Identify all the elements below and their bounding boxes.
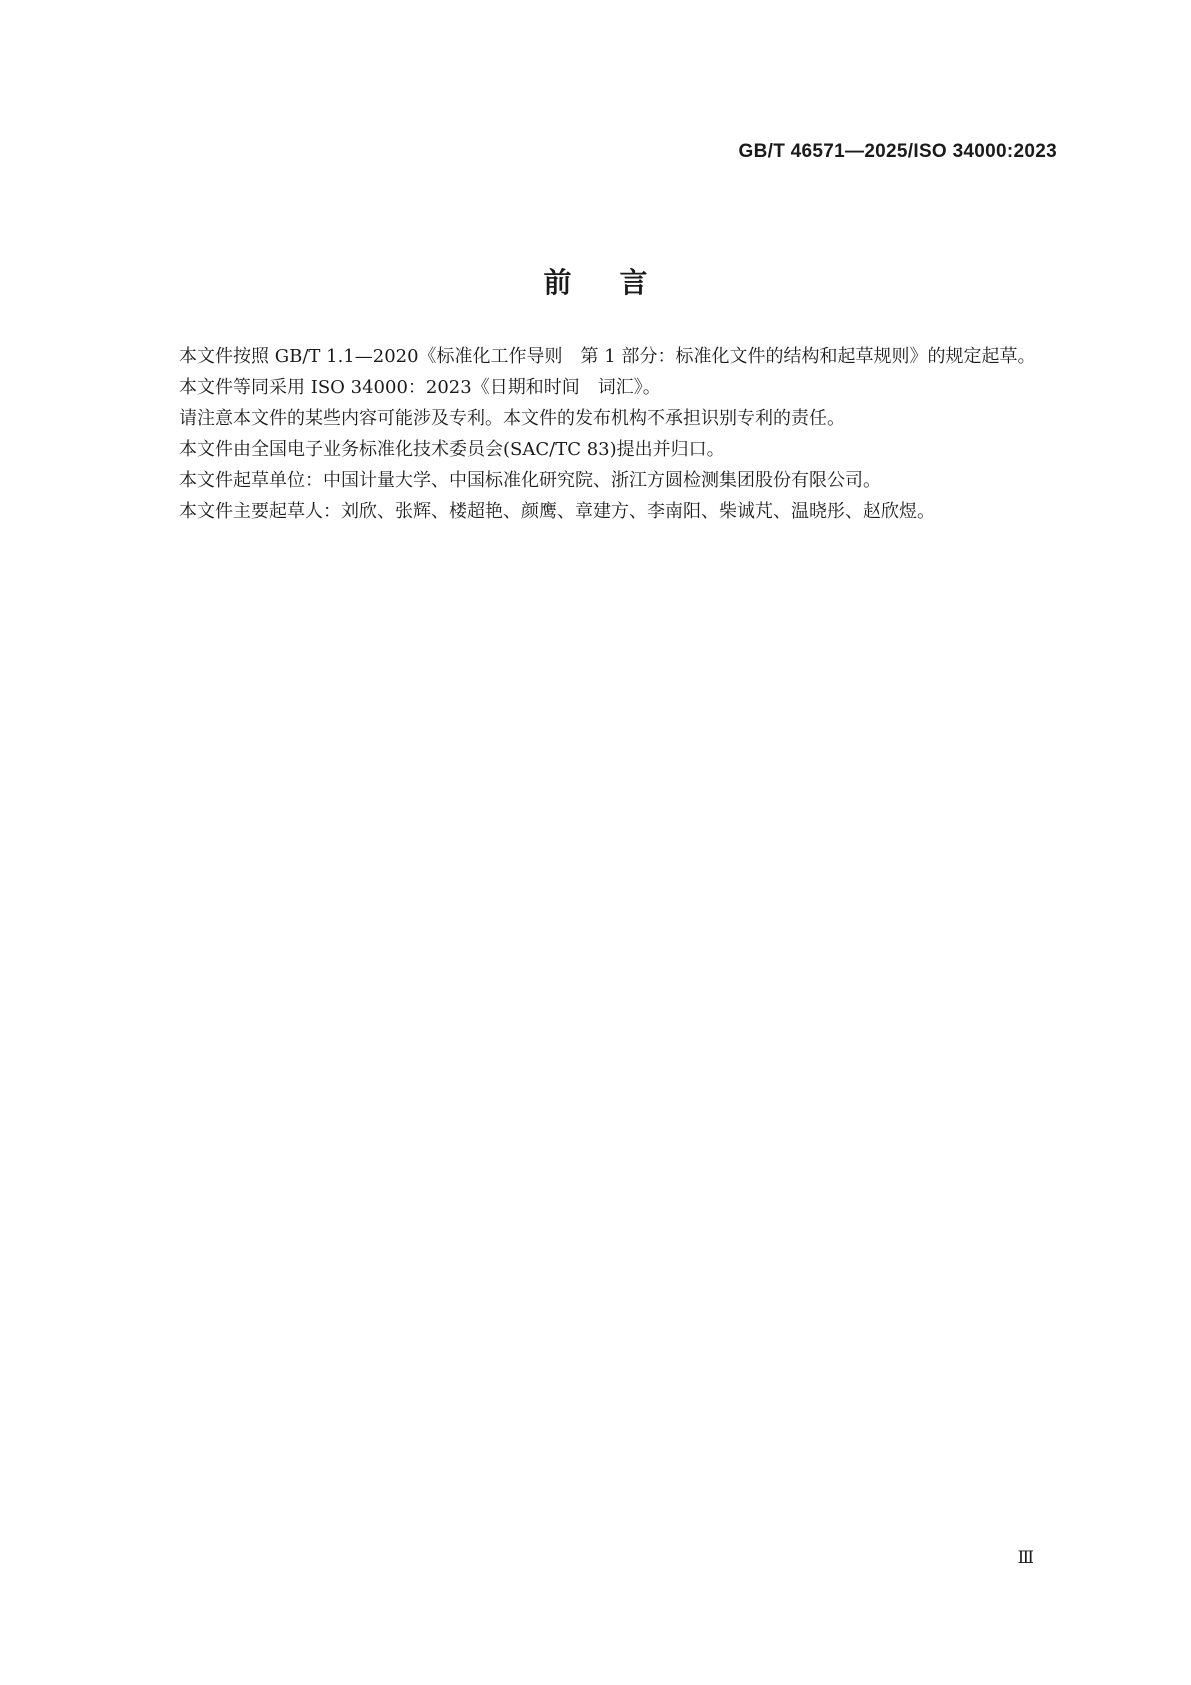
standard-number: GB/T 46571—2025/ISO 34000:2023 (738, 141, 1057, 162)
paragraph-drafting-rules: 本文件按照 GB/T 1.1—2020《标准化工作导则 第 1 部分：标准化文件的结构和起草规则》的规定起草。 (179, 346, 1036, 367)
paragraph-patent-notice: 请注意本文件的某些内容可能涉及专利。本文件的发布机构不承担识别专利的责任。 (179, 408, 845, 429)
paragraph-drafters: 本文件主要起草人：刘欣、张辉、楼超艳、颜鹰、章建方、李南阳、柴诚芃、温晓彤、赵欣煜。 (179, 501, 935, 522)
paragraph-drafting-units: 本文件起草单位：中国计量大学、中国标准化研究院、浙江方圆检测集团股份有限公司。 (179, 470, 881, 491)
page-title: 前言 (543, 265, 696, 299)
page-number: Ⅲ (1017, 1548, 1034, 1567)
preface-body (143, 341, 1061, 527)
paragraph-committee: 本文件由全国电子业务标准化技术委员会(SAC/TC 83)提出并归口。 (179, 439, 725, 460)
paragraph-adoption: 本文件等同采用 ISO 34000：2023《日期和时间 词汇》。 (179, 377, 661, 398)
